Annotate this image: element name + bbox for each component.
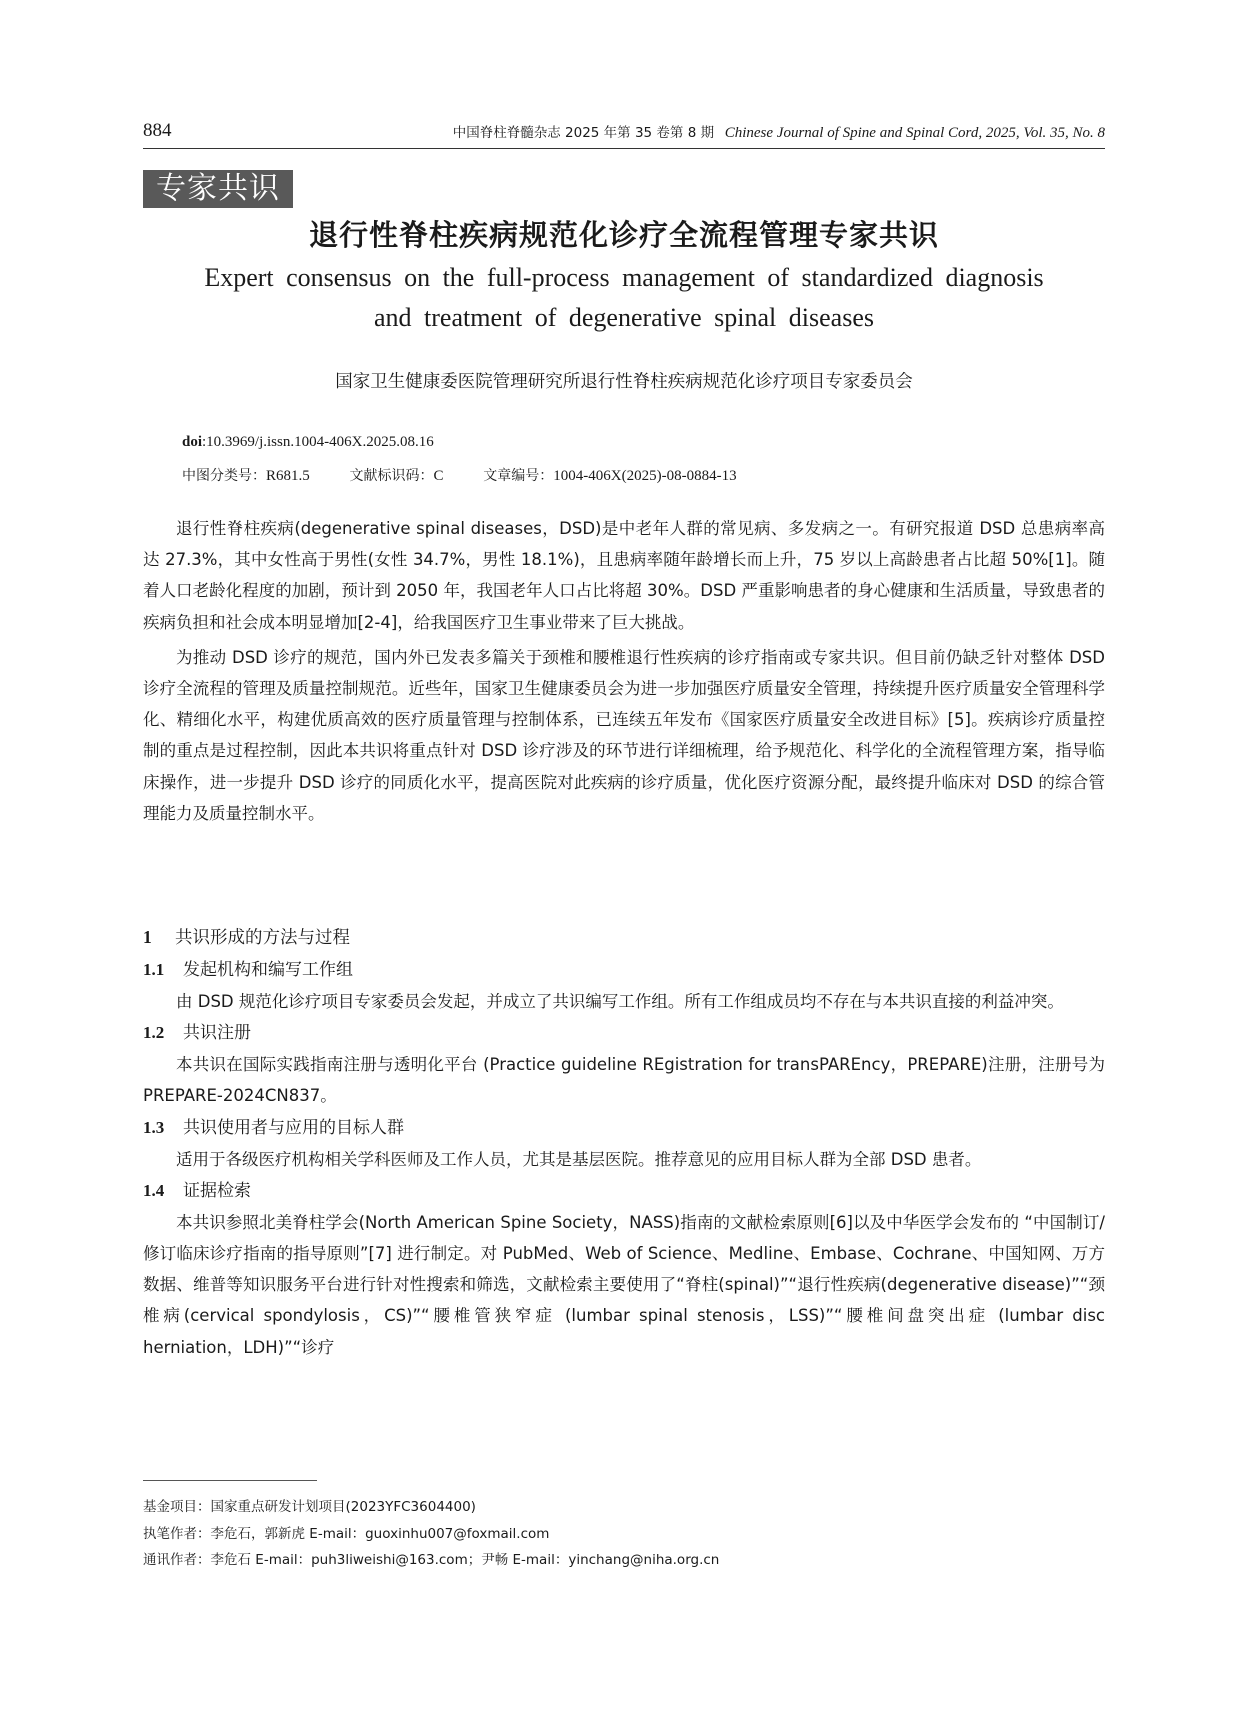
doi-label: doi bbox=[182, 434, 203, 450]
journal-name-en: Chinese Journal of Spine and Spinal Cord, 2025, Vol. 35, No. 8 bbox=[724, 125, 1105, 141]
footnote-funding: 基金项目：国家重点研发计划项目(2023YFC3604400) bbox=[143, 1499, 476, 1515]
subsection-heading bbox=[143, 1112, 1105, 1144]
subsection-title: 共识注册 bbox=[183, 1023, 251, 1044]
subsection-text: 本共识参照北美脊柱学会(North American Spine Society，NASS)指南的文献检索原则[6]以及中华医学会发布的 “中国制订/修订临床诊疗指南的指导原则”[7] 进行制定。对 PubMed、Web of Science、Medline、Embase、Cochrane、中国知网、万方数据、维普等知识服务平台进行针对性搜索和筛选，文献检索主要使用了“脊柱(spinal)”“退行性疾病(degenerative disease)”“颈椎病(cervical spondylosis，CS)”“腰椎管狭窄症 (lumbar spinal stenosis，LSS)”“腰椎间盘突出症 (lumbar disc herniation，LDH)”“诊疗 bbox=[143, 1212, 1106, 1357]
intro-paragraph: 为推动 DSD 诊疗的规范，国内外已发表多篇关于颈椎和腰椎退行性疾病的诊疗指南或专家共识。但目前仍缺乏针对整体 DSD 诊疗全流程的管理及质量控制规范。近些年，国家卫生健康委员会为进一步加强医疗质量安全管理，持续提升医疗质量安全管理科学化、精细化水平，构建优质高效的医疗质量管理与控制体系，已连续五年发布《国家医疗质量安全改进目标》[5]。疾病诊疗质量控制的重点是过程控制，因此本共识将重点针对 DSD 诊疗涉及的环节进行详细梳理，给予规范化、科学化的全流程管理方案，指导临床操作，进一步提升 DSD 诊疗的同质化水平，提高医院对此疾病的诊疗质量，优化医疗资源分配，最终提升临床对 DSD 的综合管理能力及质量控制水平。 bbox=[143, 647, 1105, 823]
subsection-number: 1.1 bbox=[143, 960, 165, 979]
article-no-value: 1004-406X(2025)-08-0884-13 bbox=[553, 468, 737, 484]
subsection-number: 1.3 bbox=[143, 1117, 165, 1137]
subsection-title: 共识使用者与应用的目标人群 bbox=[183, 1117, 404, 1138]
subsection-number: 1.2 bbox=[143, 1023, 165, 1043]
article-title-en-line1: Expert consensus on the full-process management of standardized diagnosis bbox=[204, 263, 1044, 292]
footnotes bbox=[143, 1494, 1105, 1574]
footnote-writing-authors[interactable]: 执笔作者：李危石，郭新虎 E-mail：guoxinhu007@foxmail.com bbox=[143, 1525, 550, 1542]
introduction bbox=[143, 513, 1105, 829]
journal-citation bbox=[453, 121, 1105, 142]
article-title-cn: 退行性脊柱疾病规范化诊疗全流程管理专家共识 bbox=[308, 218, 939, 252]
article-title-en-line2: and treatment of degenerative spinal diseases bbox=[374, 303, 874, 332]
classification-line bbox=[182, 465, 737, 485]
subsection-text: 本共识在国际实践指南注册与透明化平台 (Practice guideline REgistration for transPAREncy，PREPARE)注册，注册号为 PREPARE-2024CN837。 bbox=[143, 1055, 1105, 1106]
clc-value: R681.5 bbox=[266, 468, 310, 484]
article-title-en bbox=[143, 258, 1105, 338]
journal-name-cn: 中国脊柱脊髓杂志 2025 年第 35 卷第 8 期 bbox=[452, 125, 715, 141]
intro-paragraph: 退行性脊柱疾病(degenerative spinal diseases，DSD)是中老年人群的常见病、多发病之一。有研究报道 DSD 总患病率高达 27.3%，其中女性高于男性(女性 34.7%，男性 18.1%)，且患病率随年龄增长而上升，75 岁以上高龄患者占比超 50%[1]。随着人口老龄化程度的加剧，预计到 2050 年，我国老年人口占比将超 30%。DSD 严重影响患者的身心健康和生活质量，导致患者的疾病负担和社会成本明显增加[2-4]，给我国医疗卫生事业带来了巨大挑战。 bbox=[143, 519, 1105, 632]
subsection-heading bbox=[143, 954, 1105, 986]
subsection-heading bbox=[143, 1175, 1105, 1207]
page-number: 884 bbox=[143, 120, 172, 141]
footnote-divider bbox=[143, 1480, 317, 1481]
column-label: 专家共识 bbox=[143, 170, 293, 208]
doc-code-label: 文献标识码： bbox=[349, 468, 434, 484]
subsection-text: 适用于各级医疗机构相关学科医师及工作人员，尤其是基层医院。推荐意见的应用目标人群为全部 DSD 患者。 bbox=[176, 1149, 982, 1169]
running-header bbox=[143, 118, 1105, 149]
article-no-label: 文章编号： bbox=[483, 468, 554, 484]
doc-code-value: C bbox=[433, 468, 444, 484]
clc-label: 中图分类号： bbox=[182, 468, 266, 484]
section-number: 1 bbox=[143, 927, 152, 947]
subsection-title: 发起机构和编写工作组 bbox=[183, 960, 353, 980]
doi-value[interactable]: :10.3969/j.issn.1004-406X.2025.08.16 bbox=[202, 434, 434, 450]
footnote-corresponding-authors[interactable]: 通讯作者：李危石 E-mail：puh3liweishi@163.com；尹畅 E-mail：yinchang@niha.org.cn bbox=[143, 1552, 720, 1568]
subsection-title: 证据检索 bbox=[183, 1180, 251, 1201]
subsection-number: 1.4 bbox=[143, 1180, 165, 1200]
doi-line bbox=[182, 434, 434, 451]
subsection-heading bbox=[143, 1017, 1105, 1049]
section-title: 共识形成的方法与过程 bbox=[175, 928, 350, 948]
section-methods bbox=[143, 922, 1105, 1363]
subsection-text: 由 DSD 规范化诊疗项目专家委员会发起，并成立了共识编写工作组。所有工作组成员均不存在与本共识直接的利益冲突。 bbox=[176, 992, 1064, 1011]
author-organization: 国家卫生健康委医院管理研究所退行性脊柱疾病规范化诊疗项目专家委员会 bbox=[335, 372, 913, 392]
section-heading bbox=[143, 922, 1105, 954]
